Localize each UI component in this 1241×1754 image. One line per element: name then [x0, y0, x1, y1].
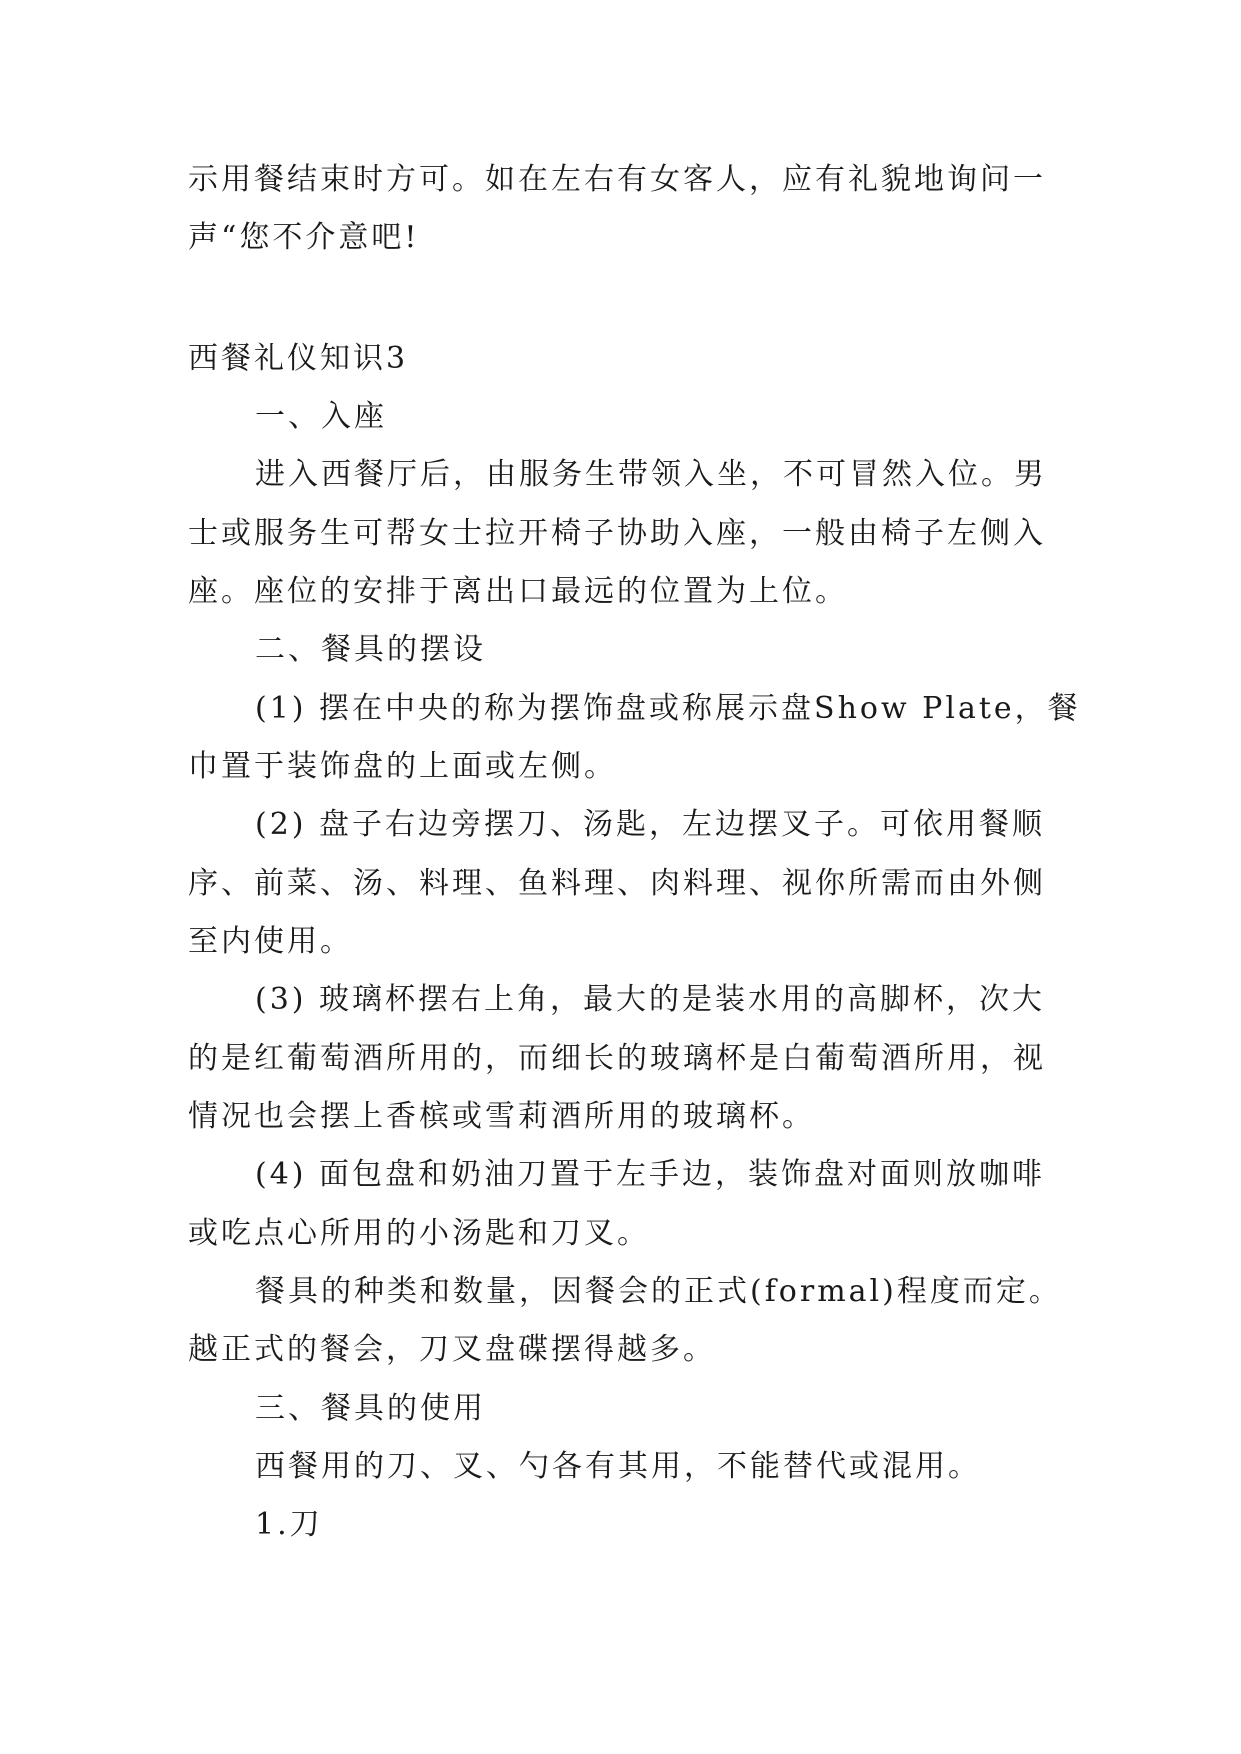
paragraph-line: 餐具的种类和数量，因餐会的正式(formal)程度而定。 — [255, 1274, 1062, 1309]
list-item-line: (4) 面包盘和奶油刀置于左手边，装饰盘对面则放咖啡 — [255, 1157, 1046, 1192]
paragraph-line: 座。座位的安排于离出口最远的位置为上位。 — [188, 574, 848, 609]
subheading-knife: 1.刀 — [255, 1507, 323, 1542]
list-item-line: 巾置于装饰盘的上面或左侧。 — [188, 749, 617, 784]
list-item-line: 至内使用。 — [188, 924, 353, 959]
paragraph-line: 西餐用的刀、叉、勺各有其用，不能替代或混用。 — [255, 1449, 981, 1484]
list-item-line: 或吃点心所用的小汤匙和刀叉。 — [188, 1216, 650, 1251]
heading-tableware-setting: 二、餐具的摆设 — [255, 632, 486, 667]
list-item-line: 情况也会摆上香槟或雪莉酒所用的玻璃杯。 — [188, 1099, 815, 1134]
list-item-line: (3) 玻璃杯摆右上角，最大的是装水用的高脚杯，次大 — [255, 982, 1046, 1017]
section-title: 西餐礼仪知识3 — [188, 341, 409, 376]
paragraph-line: 士或服务生可帮女士拉开椅子协助入座，一般由椅子左侧入 — [188, 516, 1046, 551]
list-item-line: (2) 盘子右边旁摆刀、汤匙，左边摆叉子。可依用餐顺 — [255, 807, 1046, 842]
paragraph-line: 示用餐结束时方可。如在左右有女客人，应有礼貌地询问一 — [188, 162, 1046, 197]
list-item-line: 的是红葡萄酒所用的，而细长的玻璃杯是白葡萄酒所用，视 — [188, 1041, 1046, 1076]
heading-tableware-usage: 三、餐具的使用 — [255, 1391, 486, 1426]
paragraph-line: 进入西餐厅后，由服务生带领入坐，不可冒然入位。男 — [255, 457, 1047, 492]
list-item-line: (1) 摆在中央的称为摆饰盘或称展示盘Show Plate，餐 — [255, 691, 1081, 726]
list-item-line: 序、前菜、汤、料理、鱼料理、肉料理、视你所需而由外侧 — [188, 866, 1046, 901]
heading-seating: 一、入座 — [255, 399, 387, 434]
paragraph-line: 声“您不介意吧! — [188, 220, 420, 255]
paragraph-line: 越正式的餐会，刀叉盘碟摆得越多。 — [188, 1332, 716, 1367]
